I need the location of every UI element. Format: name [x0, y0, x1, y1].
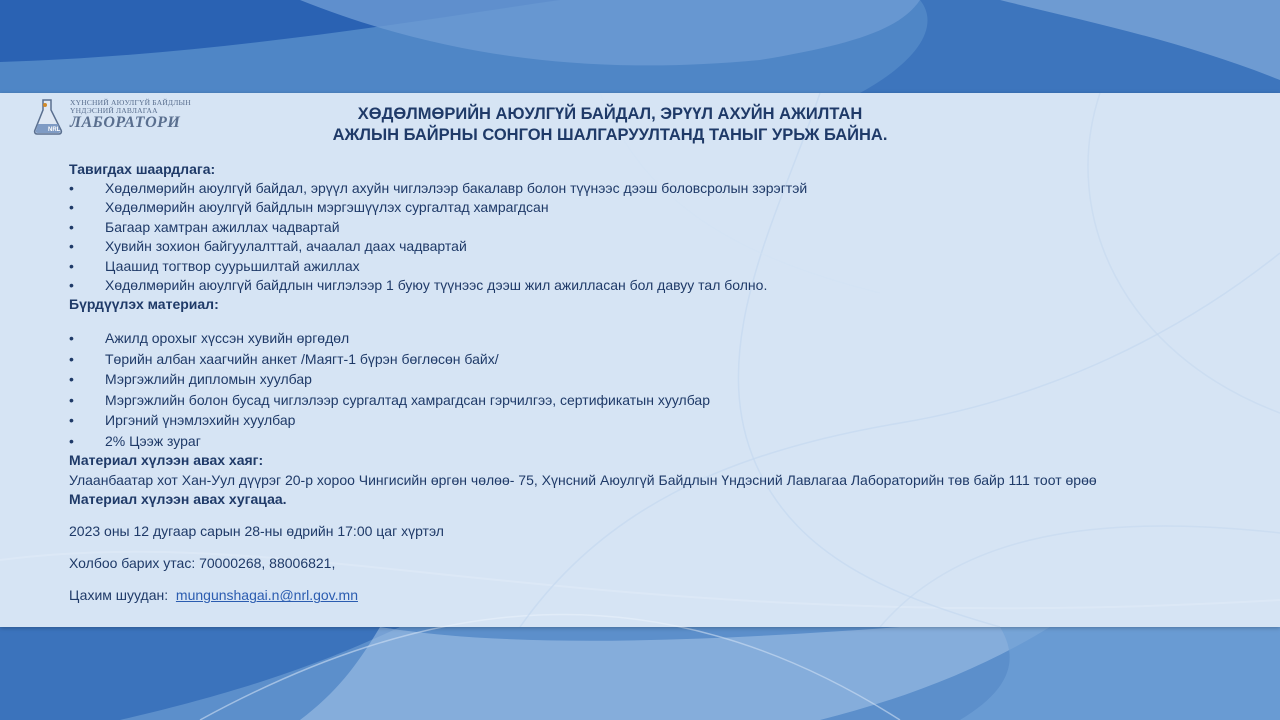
- title-line-1: ХӨДӨЛМӨРИЙН АЮУЛГҮЙ БАЙДАЛ, ЭРҮҮЛ АХУЙН АЖИЛТАН: [357, 105, 863, 123]
- page-title: [220, 104, 1000, 146]
- bullet: •: [69, 277, 74, 294]
- list-item: • Цаашид тогтвор суурьшилтай ажиллах: [69, 257, 1129, 276]
- phone-label: Холбоо барих утас:: [69, 555, 196, 572]
- list-item: • Ажилд орохыг хүссэн хувийн өргөдөл: [69, 328, 1129, 349]
- materials-list: [69, 328, 1129, 451]
- deadline-heading: Материал хүлээн авах хугацаа.: [69, 491, 287, 508]
- list-item: • Мэргэжлийн дипломын хуулбар: [69, 369, 1129, 390]
- flask-icon: [30, 96, 66, 136]
- list-item: • Хөдөлмөрийн аюулгүй байдлын мэргэшүүлэх сургалтад хамрагдсан: [69, 198, 1129, 217]
- bullet: •: [69, 199, 74, 216]
- bullet: •: [69, 218, 74, 235]
- materials-heading: Бүрдүүлэх материал:: [69, 296, 219, 313]
- email-label: Цахим шуудан:: [69, 587, 169, 604]
- requirements-list: [69, 179, 1129, 295]
- address-text: Улаанбаатар хот Хан-Уул дүүрэг 20-р хороо Чингисийн өргөн чөлөө- 75, Хүнсний Аюулгүй Байдлын Үндэсний Лавлагаа Лабораторийн төв байр 111 тоот өрөө: [69, 472, 1097, 489]
- phone-numbers: 70000268, 88006821,: [199, 555, 336, 572]
- announcement-body: [69, 160, 1129, 605]
- bullet: •: [69, 350, 74, 367]
- bullet: •: [69, 412, 74, 429]
- logo-line-3: ЛАБОРАТОРИ: [70, 114, 181, 131]
- list-item: • Төрийн албан хаагчийн анкет /Маягт-1 бүрэн бөглөсөн байх/: [69, 349, 1129, 370]
- list-item: • Багаар хамтран ажиллах чадвартай: [69, 218, 1129, 237]
- list-item: • Хөдөлмөрийн аюулгүй байдал, эрүүл ахуйн чиглэлээр бакалавр болон түүнээс дээш боловсролын зэрэгтэй: [69, 179, 1129, 198]
- list-item: • Иргэний үнэмлэхийн хуулбар: [69, 410, 1129, 431]
- bullet: •: [69, 257, 74, 274]
- deadline-text: 2023 оны 12 дугаар сарын 28-ны өдрийн 17:00 цаг хүртэл: [69, 523, 444, 540]
- contact-email: [69, 585, 1129, 605]
- bullet: •: [69, 391, 74, 408]
- address-heading: Материал хүлээн авах хаяг:: [69, 452, 264, 469]
- bullet: •: [69, 180, 74, 196]
- bullet: •: [69, 238, 74, 255]
- list-item: • 2% Цээж зураг: [69, 431, 1129, 452]
- requirements-heading: Тавигдах шаардлага:: [69, 161, 216, 177]
- logo-badge: NRL: [48, 127, 61, 133]
- logo-line-1: ХҮНСНИЙ АЮУЛГҮЙ БАЙДЛЫН: [70, 98, 191, 107]
- logo-line-2: ҮНДЭСНИЙ ЛАВЛАГАА: [70, 106, 158, 115]
- lab-logo: [30, 96, 190, 136]
- bullet: •: [69, 432, 74, 449]
- list-item: • Хувийн зохион байгуулалттай, ачаалал даах чадвартай: [69, 237, 1129, 256]
- list-item: • Хөдөлмөрийн аюулгүй байдлын чиглэлээр 1 буюу түүнээс дээш жил ажилласан бол давуу тал болно.: [69, 276, 1129, 295]
- bullet: •: [69, 371, 74, 388]
- email-link[interactable]: mungunshagai.n@nrl.gov.mn: [175, 587, 358, 604]
- contact-phone: [69, 553, 1129, 573]
- list-item: • Мэргэжлийн болон бусад чиглэлээр сургалтад хамрагдсан гэрчилгээ, сертификатын хуулбар: [69, 390, 1129, 411]
- bullet: •: [69, 330, 74, 347]
- title-line-2: АЖЛЫН БАЙРНЫ СОНГОН ШАЛГАРУУЛТАНД ТАНЫГ УРЬЖ БАЙНА.: [332, 126, 888, 144]
